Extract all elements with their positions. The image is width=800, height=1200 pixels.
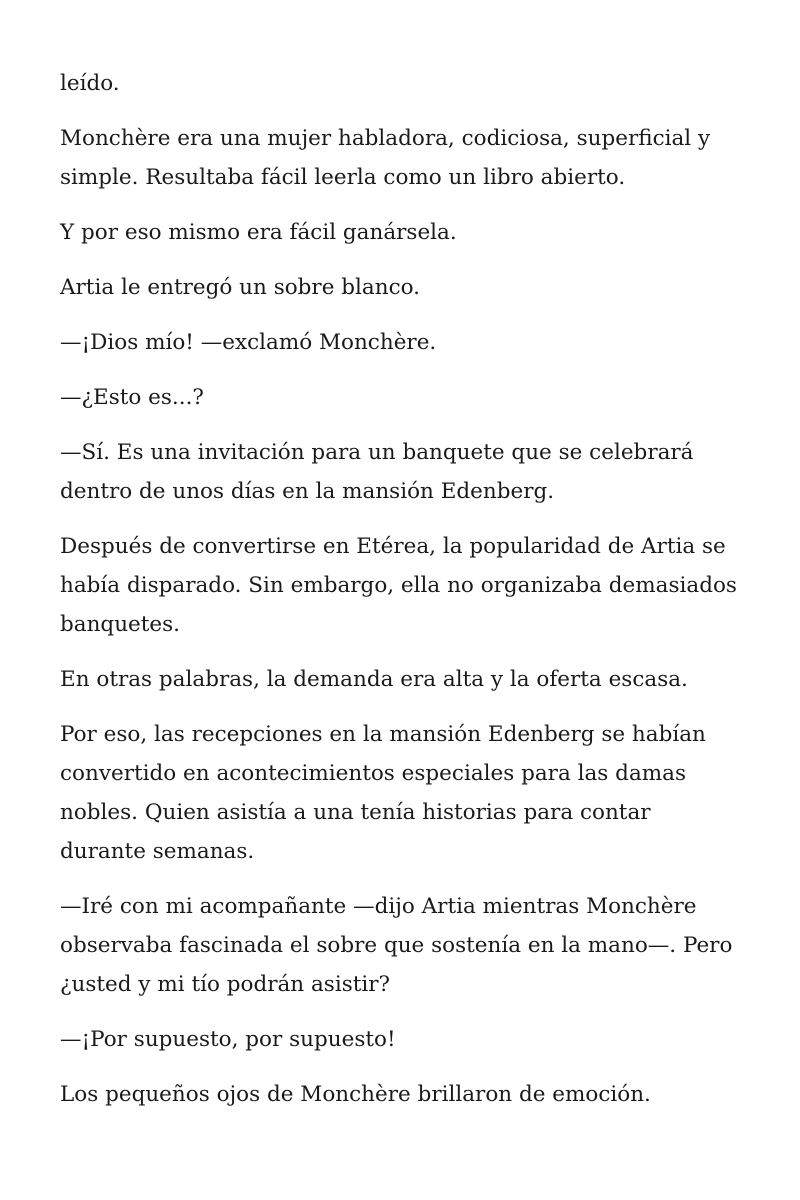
paragraph-9: En otras palabras, la demanda era alta y la oferta escasa. <box>60 667 688 692</box>
paragraph-3: Y por eso mismo era fácil ganársela. <box>60 220 457 245</box>
paragraph-1: leído. <box>60 71 120 96</box>
paragraph-6: —¿Esto es...? <box>60 385 204 410</box>
paragraph-11: —Iré con mi acompañante —dijo Artia mientras Monchère observaba fascinada el sobre que sostenía en la mano—. Pero ¿usted y mi tío podrán asistir? <box>60 894 733 997</box>
paragraph-7: —Sí. Es una invitación para un banquete que se celebrará dentro de unos días en la mansión Edenberg. <box>60 440 694 504</box>
paragraph-8: Después de convertirse en Etérea, la popularidad de Artia se había disparado. Sin embargo, ella no organizaba demasiados banquetes. <box>60 534 737 637</box>
paragraph-13: Los pequeños ojos de Monchère brillaron de emoción. <box>60 1082 651 1107</box>
paragraph-4: Artia le entregó un sobre blanco. <box>60 275 421 300</box>
paragraph-10: Por eso, las recepciones en la mansión Edenberg se habían convertido en acontecimientos especiales para las damas nobles. Quien asistía a una tenía historias para contar durante semanas. <box>60 722 706 864</box>
paragraph-5: —¡Dios mío! —exclamó Monchère. <box>60 330 437 355</box>
paragraph-12: —¡Por supuesto, por supuesto! <box>60 1027 396 1052</box>
paragraph-2: Monchère era una mujer habladora, codiciosa, superficial y simple. Resultaba fácil leerla como un libro abierto. <box>60 126 711 190</box>
